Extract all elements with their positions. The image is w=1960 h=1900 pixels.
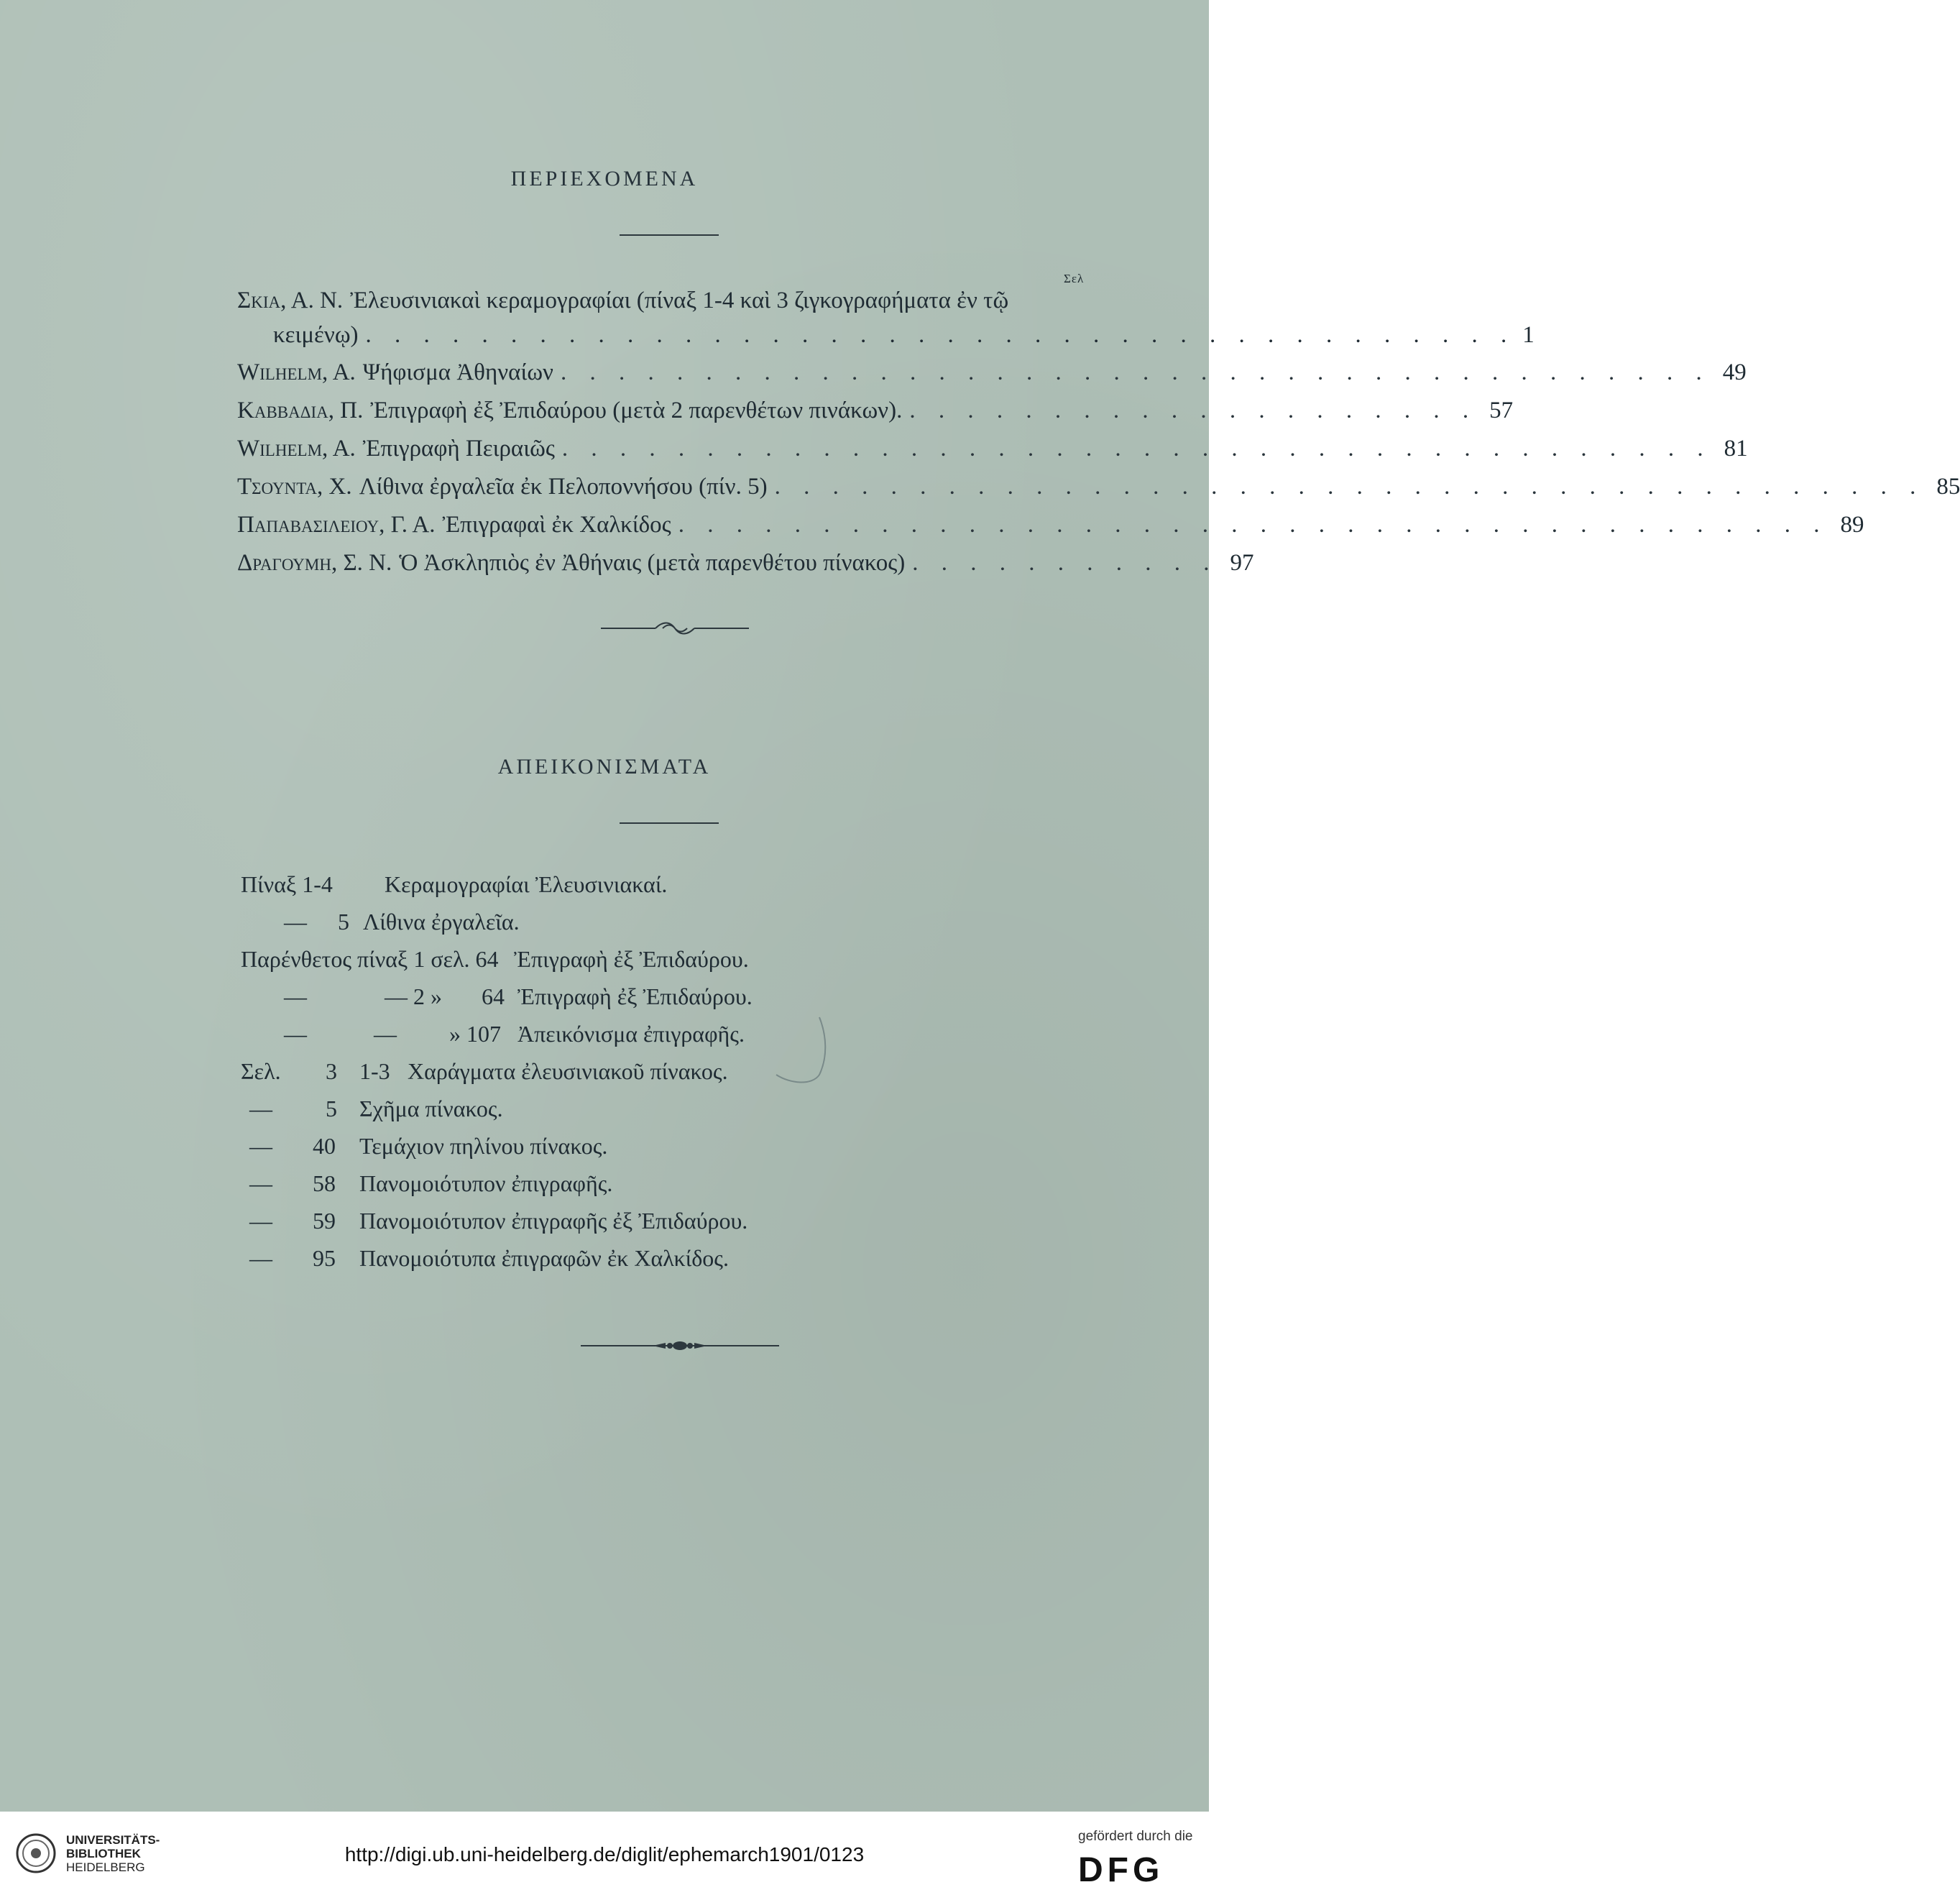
heading-rule [620,822,719,824]
toc-title: Ἐπιγραφαὶ ἐκ Χαλκίδος [442,512,671,538]
toc-page: 81 [1724,436,1748,462]
toc-entry [237,512,1864,548]
ornament-divider [601,620,749,637]
page-number: 40 [313,1133,336,1159]
ditto-dash: — [249,1170,272,1196]
figure-title: Πανομοιότυπα ἐπιγραφῶν ἐκ Χαλκίδος. [359,1245,729,1271]
toc-entry [273,322,1535,358]
toc-title: Ἐπιγραφὴ Πειραιῶς [362,436,555,462]
ditto-dash: — [284,909,307,935]
page-number: 58 [313,1170,336,1196]
illustration-row [241,1245,888,1280]
page-number: 64 [482,983,505,1009]
leader-dots: . . . . . . . . . . . . . . . . . . . . . . . . . . . . . . . . . . . . . . . . [678,512,1828,538]
toc-entry [237,550,1254,586]
illustration-row [241,946,888,981]
toc-entry [237,436,1748,472]
funding-caption: gefördert durch die [1078,1829,1193,1844]
toc-entry [237,359,1747,395]
plate-title: Κεραμογραφίαι Ἐλευσινιακαί. [385,871,668,897]
toc-page: 97 [1230,550,1254,576]
library-line: UNIVERSITÄTS- [66,1833,160,1847]
toc-title: κειμένῳ) [273,322,359,348]
page-number: 3 [326,1058,337,1084]
ornament-divider [581,1339,779,1353]
pencil-mark [769,1014,841,1093]
permalink-url[interactable]: http://digi.ub.uni-heidelberg.de/diglit/ephemarch1901/0123 [344,1843,865,1865]
toc-title: Ἐπιγραφὴ ἐξ Ἐπιδαύρου (μετὰ 2 παρενθέτων πινάκων). [370,398,903,423]
toc-author: Τσουντα, Χ. [237,474,352,500]
illustration-row [241,1170,888,1205]
leader-dots: . . . . . . . . . . . . . . . . . . . . . . . . . . . . . . . . . . . . . . . . [561,436,1712,462]
toc-author: Σκια, Α. Ν. [237,288,344,313]
toc-entry [237,474,1960,510]
ditto-dash: — [284,983,307,1009]
figure-title: Σχῆμα πίνακος. [359,1096,503,1121]
illustration-row [241,983,888,1018]
plate-number: — 2 » [385,983,442,1009]
plate-title: Ἀπεικόνισμα ἐπιγραφῆς. [517,1021,745,1047]
page-number: 95 [313,1245,336,1271]
toc-author: Wilhelm, A. [237,359,356,385]
ditto-dash: — [249,1245,272,1271]
toc-page: 1 [1522,322,1535,348]
page-label: Σελ. [241,1058,281,1084]
plate-title: Ἐπιγραφὴ ἐξ Ἐπιδαύρου. [514,946,749,972]
toc-entry [237,398,1514,433]
plate-number: 5 [338,909,349,935]
toc-title: Ψήφισμα Ἀθηναίων [362,359,553,385]
toc-page: 85 [1936,474,1960,500]
figure-title: Τεμάχιον πηλίνου πίνακος. [359,1133,608,1159]
heading-rule [620,234,719,236]
toc-entry [237,288,1080,323]
ditto-dash: — [249,1133,272,1159]
figure-number: 1-3 [359,1058,390,1084]
leader-dots: . . . . . . . . . . . . . . . . . . . . . . . . . . . . . . . . . . . . . . . . [365,322,1516,348]
toc-author: Καββαδια, Π. [237,398,364,423]
footer-bar [0,1812,1209,1900]
toc-author: Wilhelm, A. [237,436,356,462]
library-line: HEIDELBERG [66,1860,145,1874]
page-number: » 107 [449,1021,501,1047]
page-column-label: Σελ [1064,272,1085,285]
ditto-dash: — [249,1096,272,1121]
leader-dots: . . . . . . . . . . . . . . . . . . . . . . . . . . . . . . . . . . . . . . . . [560,359,1711,385]
ditto-dash: — [374,1021,397,1047]
toc-title: Λίθινα ἐργαλεῖα ἐκ Πελοποννήσου (πίν. 5) [359,474,768,500]
page-number: 5 [326,1096,337,1121]
leader-dots: . . . . . . . . . . . [912,550,1218,576]
toc-title: Ὁ Ἀσκληπιὸς ἐν Ἀθήναις (μετὰ παρενθέτου πίνακος) [399,550,906,576]
illustration-row [241,1133,888,1167]
ditto-dash: — [284,1021,307,1047]
figure-title: Πανομοιότυπον ἐπιγραφῆς. [359,1170,613,1196]
toc-author: Δραγουμη, Σ. Ν. [237,550,392,576]
contents-heading: ΠΕΡΙΕΧΟΜΕΝΑ [510,167,699,191]
page-number: 59 [313,1208,336,1234]
plate-label: Παρένθετος πίναξ 1 σελ. 64 [241,946,499,972]
toc-author: Παπαβασιλειου, Γ. Α. [237,512,436,538]
library-line: BIBLIOTHEK [66,1847,141,1860]
illustrations-heading: ΑΠΕΙΚΟΝΙΣΜΑΤΑ [497,755,712,779]
plate-label: Πίναξ 1-4 [241,871,333,897]
figure-title: Χαράγματα ἐλευσινιακοῦ πίνακος. [408,1058,728,1084]
plate-title: Ἐπιγραφὴ ἐξ Ἐπιδαύρου. [517,983,753,1009]
toc-page: 89 [1840,512,1864,538]
figure-title: Πανομοιότυπον ἐπιγραφῆς ἐξ Ἐπιδαύρου. [359,1208,748,1234]
illustration-row [241,1096,888,1130]
dfg-logo: DFG [1078,1851,1164,1889]
plate-title: Λίθινα ἐργαλεῖα. [363,909,520,935]
illustration-row [241,1208,888,1242]
ditto-dash: — [249,1208,272,1234]
leader-dots: . . . . . . . . . . . . . . . . . . . . [909,398,1478,423]
toc-page: 57 [1489,398,1514,423]
toc-page: 49 [1722,359,1747,385]
toc-title: Ἐλευσινιακαὶ κεραμογραφίαι (πίναξ 1-4 καὶ 3 ζιγκογραφήματα ἐν τῷ [350,288,1009,313]
illustration-row [241,909,888,943]
illustration-row [241,871,888,906]
leader-dots: . . . . . . . . . . . . . . . . . . . . . . . . . . . . . . . . . . . . . . . . [774,474,1925,500]
